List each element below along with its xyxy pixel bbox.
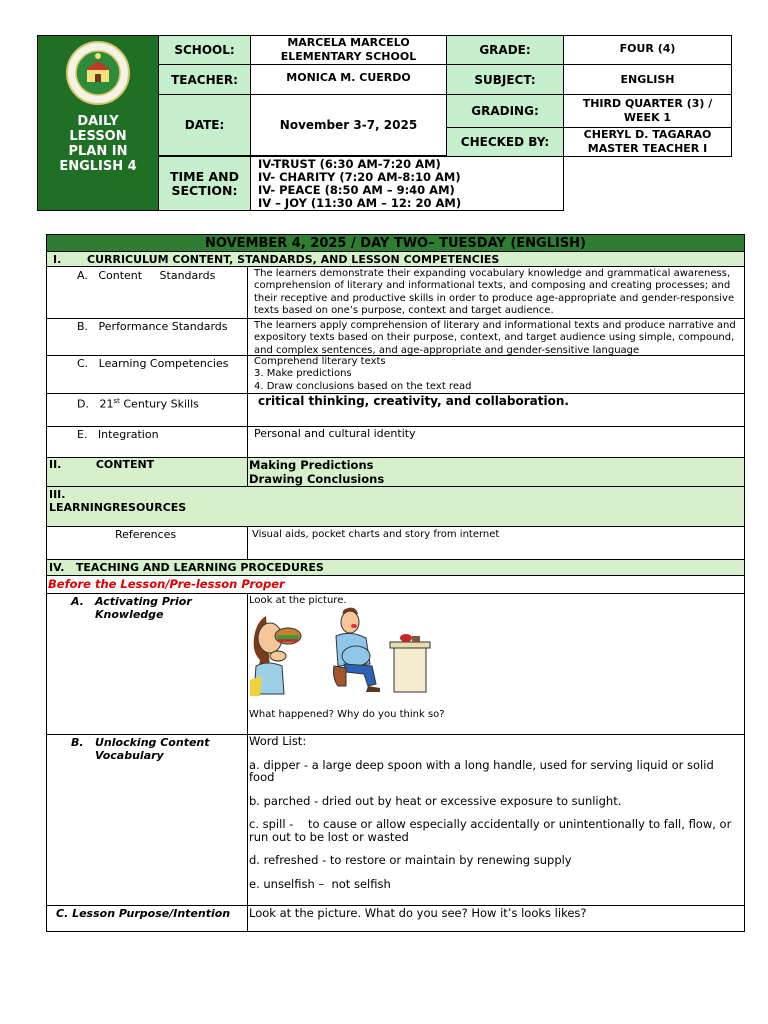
word-list-item: a. dipper - a large deep spoon with a long handle, used for serving liquid or solid food	[249, 757, 714, 784]
century-skills-label: D. 21st Century Skills	[77, 397, 199, 411]
subject-value: ENGLISH	[563, 64, 732, 95]
teacher-value: MONICA M. CUERDO	[250, 64, 447, 95]
activating-label: Activating Prior Knowledge	[95, 595, 192, 621]
doc-title-line: LESSON	[69, 129, 127, 144]
competencies-label: C. Learning Competencies	[77, 357, 229, 370]
vocab-label: Unlocking Content Vocabulary	[95, 736, 210, 762]
section-4-heading	[46, 559, 745, 576]
before-lesson-row	[46, 575, 745, 594]
section-2-label: II. CONTENT	[49, 458, 155, 471]
content-standards-text: The learners demonstrate their expanding vocabulary knowledge and grammatical awareness, comprehension of literary and informational texts, and composing and creating processes; and their receptive and productive skills in order to produce age-appropriate and gender-responsive texts based on one’s purpose, context and target audience.	[254, 268, 735, 316]
doc-title-line: DAILY	[77, 114, 119, 129]
activating-prompt: Look at the picture.	[249, 595, 347, 606]
word-list-item: e. unselfish – not selfish	[249, 876, 391, 891]
activating-question: What happened? Why do you think so?	[249, 709, 445, 720]
section-4-title: IV. TEACHING AND LEARNING PROCEDURES	[49, 561, 324, 574]
section-3-heading: III. LEARNINGRESOURCES	[46, 486, 745, 527]
performance-text-cell	[247, 318, 745, 356]
content-standards-label-cell	[46, 266, 248, 319]
grade-value: FOUR (4)	[563, 35, 732, 65]
vocab-content-cell	[247, 734, 745, 906]
activating-content-cell	[247, 593, 745, 735]
references-text-cell	[247, 526, 745, 560]
time-section-value	[250, 156, 564, 211]
content-standards-label: A. Content Standards	[77, 269, 216, 282]
checked-by-value: CHERYL D. TAGARAO MASTER TEACHER I	[563, 127, 732, 157]
grading-value: THIRD QUARTER (3) / WEEK 1	[563, 94, 732, 128]
word-list-item: c. spill - to cause or allow especially accidentally or unintentionally to fall, flow, or run out to be lost or wasted	[249, 817, 735, 844]
integration-text-cell	[247, 426, 745, 458]
day-title-bar	[46, 234, 745, 252]
purpose-label-cell	[46, 905, 248, 932]
integration-text: Personal and cultural identity	[254, 427, 416, 440]
section-schedule: IV- CHARITY (7:20 AM-8:10 AM)	[258, 169, 461, 184]
competencies-label-cell	[46, 355, 248, 394]
integration-label: E. Integration	[77, 428, 159, 441]
purpose-label: C. Lesson Purpose/Intention	[56, 907, 231, 920]
purpose-content-cell	[247, 905, 745, 932]
integration-label-cell	[46, 426, 248, 458]
competency-line: Comprehend literary texts	[254, 356, 386, 367]
word-list-title: Word List:	[249, 734, 307, 748]
word-list	[249, 735, 739, 890]
section-1-heading: I. CURRICULUM CONTENT, STANDARDS, AND LESSON COMPETENCIES	[46, 251, 745, 267]
competency-line: 4. Draw conclusions based on the text read	[254, 380, 472, 392]
competency-line: 3. Make predictions	[254, 368, 352, 380]
activating-label-cell: A. Activating Prior Knowledge	[46, 593, 248, 735]
century-skills-text-cell	[247, 393, 745, 427]
competencies-text-cell	[247, 355, 745, 394]
eating-person-image	[248, 608, 308, 698]
century-skills-label-cell	[46, 393, 248, 427]
before-lesson-heading: Before the Lesson/Pre-lesson Proper	[48, 577, 285, 591]
vocab-label-cell: B. Unlocking Content Vocabulary	[46, 734, 248, 906]
references-label: References	[115, 528, 177, 541]
section-schedule: IV – JOY (11:30 AM – 12: 20 AM)	[258, 195, 462, 210]
date-label: DATE:	[158, 94, 251, 156]
references-text: Visual aids, pocket charts and story from internet	[252, 529, 500, 540]
section-2-content-cell	[247, 457, 745, 487]
content-topic: Drawing Conclusions	[249, 472, 385, 486]
school-seal-logo	[65, 40, 131, 106]
performance-label: B. Performance Standards	[77, 320, 228, 333]
teacher-label: TEACHER:	[158, 64, 251, 95]
word-list-item: d. refreshed - to restore or maintain by renewing supply	[249, 853, 572, 867]
date-value: November 3-7, 2025	[250, 94, 447, 156]
section-schedule: IV- PEACE (8:50 AM – 9:40 AM)	[258, 182, 455, 197]
references-label-cell	[46, 526, 248, 560]
time-section-label: TIME AND SECTION:	[158, 156, 251, 211]
school-label: SCHOOL:	[158, 35, 251, 65]
day-title: NOVEMBER 4, 2025 / DAY TWO– TUESDAY (ENGLISH)	[205, 235, 586, 251]
school-value: MARCELA MARCELO ELEMENTARY SCHOOL	[250, 35, 447, 65]
word-list-item: b. parched - dried out by heat or excessive exposure to sunlight.	[249, 793, 622, 808]
subject-label: SUBJECT:	[446, 64, 564, 95]
purpose-text: Look at the picture. What do you see? How it’s looks likes?	[249, 906, 587, 920]
checked-by-label: CHECKED BY:	[446, 127, 564, 157]
seated-man-image	[326, 606, 436, 698]
grading-label: GRADING:	[446, 94, 564, 128]
title-block	[37, 35, 159, 211]
section-schedule: IV-TRUST (6:30 AM-7:20 AM)	[258, 156, 441, 171]
section-2-label-cell	[46, 457, 248, 487]
grade-label: GRADE:	[446, 35, 564, 65]
content-topic: Making Predictions	[249, 458, 374, 472]
doc-title-line: PLAN IN	[68, 144, 128, 159]
century-skills-text: critical thinking, creativity, and collaboration.	[258, 394, 569, 408]
performance-label-cell	[46, 318, 248, 356]
content-standards-text-cell	[247, 266, 745, 319]
performance-text: The learners apply comprehension of literary and informational texts and produce narrative and expository texts based on their purpose, context, and target audience using simple, compound, and complex sentences, and age-appropriate and gender-sensitive language	[254, 320, 736, 356]
doc-title-line: ENGLISH 4	[59, 159, 137, 174]
